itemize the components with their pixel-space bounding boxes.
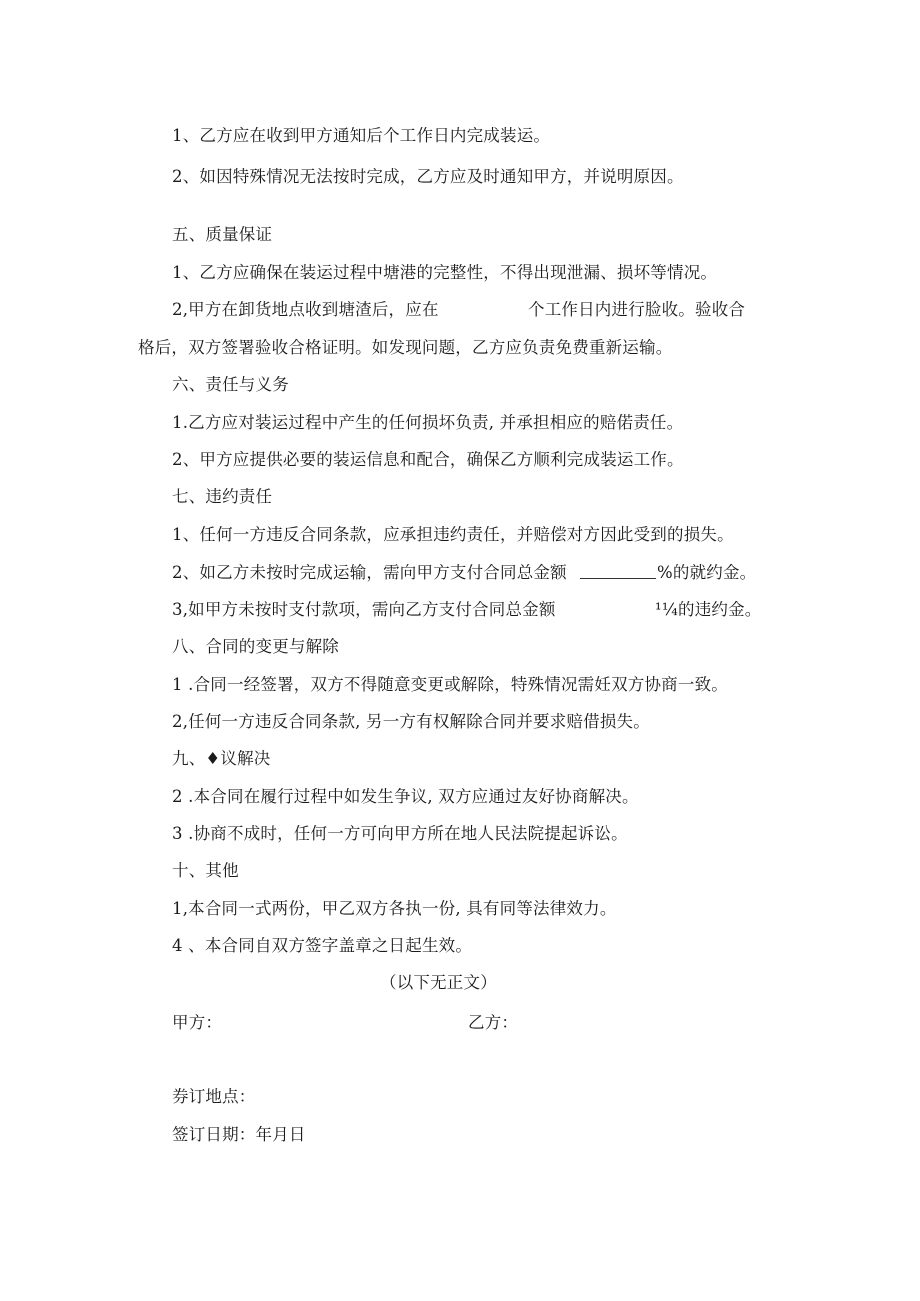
signing-date-label: 签订日期：年月日 [172, 1125, 306, 1144]
responsibility-item-2: 2、甲方应提供必要的装运信息和配合，确保乙方顺利完成装运工作。 [172, 450, 684, 469]
quality-item-2-continued: 格后，双方签署验收合格证明。如发现问题，乙方应负责免费重新运输。 [138, 338, 673, 357]
dispute-item-2: 3 .协商不成时，任何一方可向甲方所在地人民法院提起诉讼。 [172, 824, 628, 843]
termination-item-1: 1 .合同一经签署，双方不得随意变更或解除，特殊情况需妊双方协商一致。 [172, 675, 728, 694]
breach-item-3-start: 3,如甲方未按时支付款项，需向乙方支付合同总金额 [172, 600, 556, 619]
penalty-blank-underline [580, 564, 656, 579]
breach-heading: 七、违约责任 [172, 487, 273, 506]
termination-heading: 八、合同的变更与解除 [172, 637, 339, 656]
other-heading: 十、其他 [172, 861, 239, 880]
quality-item-2-start: 2,甲方在卸货地点收到塘渣后，应在 [172, 300, 439, 319]
breach-item-2-end: %的就约金。 [657, 563, 757, 582]
breach-item-2-start: 2、如乙方未按时完成运输，需向甲方支付合同总金额 [172, 563, 567, 582]
party-b-label: 乙方： [468, 1013, 519, 1032]
other-item-1: 1,本合同一式两份，甲乙双方各执一份, 具有同等法律效力。 [172, 899, 617, 918]
responsibility-item-1: 1.乙方应对装运过程中产生的任何损坏负责, 并承担相应的赔偌责任。 [172, 413, 684, 432]
breach-item-3-end: ¹¼的违约金。 [655, 600, 762, 619]
termination-item-2: 2,任何一方违反合同条款, 另一方有权解除合同并要求赔借损失。 [172, 712, 650, 731]
quality-item-1: 1、乙方应确保在装运过程中塘港的完整性，不得出现泄漏、损坏等情况。 [172, 263, 718, 282]
quality-item-2-end: 个工作日内进行脸收。验收合 [528, 300, 746, 319]
dispute-heading: 九、♦议解决 [172, 749, 271, 768]
breach-item-1: 1、任何一方违反合同条款，应承担违约责任，并赔偿对方因此受到的损失。 [172, 525, 734, 544]
party-a-label: 甲方： [172, 1013, 223, 1032]
delivery-item-1: 1、乙方应在收到甲方通知后个工作日内完成装运。 [172, 126, 551, 145]
other-item-2: 4 、本合同自双方签字盖章之日起生效。 [172, 936, 473, 955]
quality-heading: 五、质量保证 [172, 225, 273, 244]
signing-place-label: 券订地点： [172, 1087, 256, 1106]
delivery-item-2: 2、如因特殊情况无法按时完成，乙方应及时通知甲方，并说明原因。 [172, 167, 684, 186]
responsibility-heading: 六、责任与义务 [172, 375, 289, 394]
end-note: （以下无正文） [380, 973, 497, 992]
dispute-item-1: 2 .本合同在履行过程中如发生争议, 双方应通过友好协商解决。 [172, 787, 639, 806]
